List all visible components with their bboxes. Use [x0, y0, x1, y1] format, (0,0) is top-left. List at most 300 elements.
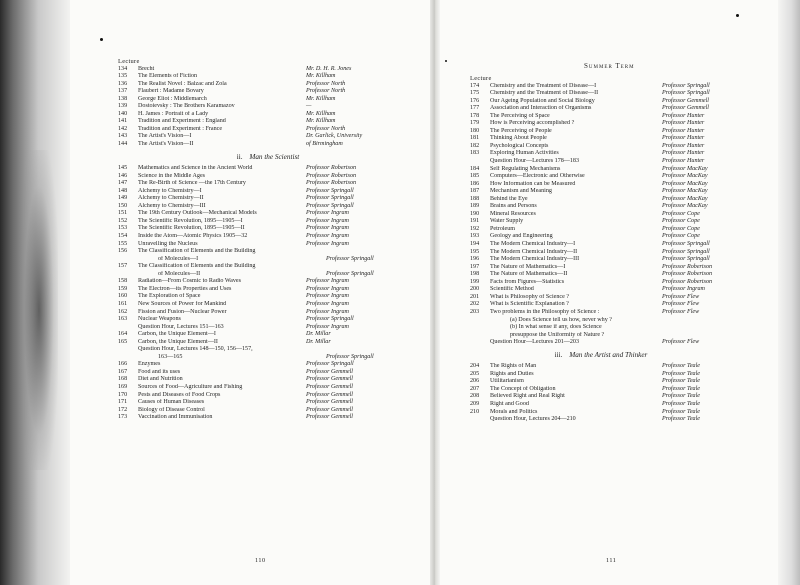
lecture-row — [470, 286, 732, 294]
lecturer-name: Professor MacKay — [662, 203, 708, 210]
lecture-number: 181 — [470, 135, 480, 142]
lecturer-name: Professor Springall — [326, 255, 374, 262]
lecturer-name: Professor Ingram — [306, 285, 349, 292]
lecture-number: 171 — [118, 399, 128, 406]
lecturer-name: Professor Flew — [662, 308, 700, 315]
lecture-number: 150 — [118, 202, 128, 209]
lecturer-name: Professor Teale — [662, 385, 700, 392]
lecturer-name: Professor Springall — [326, 353, 374, 360]
lecturer-name: Professor MacKay — [662, 195, 708, 202]
lecture-number — [470, 324, 490, 332]
lecturer-name: Professor Gemmell — [306, 414, 353, 421]
lecture-title: Diet and Nutrition — [138, 376, 183, 383]
lecture-row — [118, 324, 418, 332]
lecture-number: 166 — [118, 361, 128, 368]
lecture-number — [118, 354, 138, 362]
lecture-title: Nuclear Weapons — [138, 316, 181, 323]
lecture-title: Tradition and Experiment : France — [138, 125, 223, 132]
lecture-number — [470, 317, 490, 325]
lecture-title: Self Regulating Mechanisms — [490, 165, 561, 172]
lecture-title: Scientific Method — [490, 286, 534, 293]
lecture-column-header: Lecture — [470, 75, 492, 82]
lecture-row — [118, 241, 418, 249]
lecture-title: Mineral Resources — [490, 210, 536, 217]
lecture-row — [118, 96, 418, 104]
lecture-row — [470, 188, 732, 196]
lecture-title: The Modern Chemical Industry—I — [490, 241, 576, 248]
lecture-number: 168 — [118, 376, 128, 383]
right-page — [470, 75, 732, 424]
lecturer-name: — — [306, 103, 312, 110]
lecture-title: 163—165 — [158, 353, 183, 360]
lecture-title: How is Perceiving accomplished ? — [490, 120, 575, 127]
lecture-number: 210 — [470, 408, 480, 415]
lecture-row — [470, 339, 732, 347]
lecture-number: 137 — [118, 88, 128, 95]
section-title: Man the Artist and Thinker — [569, 350, 648, 359]
lecturer-name: Professor North — [306, 125, 346, 132]
lecture-title: The Nature of Mathematics—II — [490, 271, 568, 278]
lecture-number: 190 — [470, 210, 480, 217]
lecturer-name: Professor Gemmell — [306, 406, 353, 413]
lecture-title: Right and Good — [490, 400, 529, 407]
lecture-number — [470, 332, 490, 340]
dust-speck — [736, 14, 739, 17]
lecture-title: Radiation—From Cosmic to Radio Waves — [138, 278, 241, 285]
lecture-title: The Artist's Vision—I — [138, 133, 192, 140]
lecture-number: 202 — [470, 301, 480, 308]
lecture-title: The Perceiving of Space — [490, 112, 550, 119]
lecture-row — [118, 88, 418, 96]
lecture-row — [118, 399, 418, 407]
lecturer-name: Professor Hunter — [662, 135, 705, 142]
lecturer-name: Professor Teale — [662, 393, 700, 400]
lecture-column-header: Lecture — [118, 58, 140, 65]
lecturer-name: Professor Gemmell — [306, 383, 353, 390]
lecture-number: 196 — [470, 256, 480, 263]
lecturer-name: Dr. Millar — [306, 331, 331, 338]
term-title: Summer Term — [584, 62, 635, 70]
lecture-number: 179 — [470, 120, 480, 127]
lecturer-name: Professor Springall — [306, 195, 354, 202]
lecturer-name: Professor Hunter — [662, 150, 705, 157]
lecture-number: 140 — [118, 110, 128, 117]
lecture-title: Mathematics and Science in the Ancient World — [138, 165, 253, 172]
lecturer-name: Professor North — [306, 80, 346, 87]
lecture-number: 151 — [118, 210, 128, 217]
lecture-number: 143 — [118, 133, 128, 140]
lecture-title: Geology and Engineering — [490, 233, 553, 240]
lecture-row — [118, 256, 418, 264]
lecturer-name: Professor Robertson — [662, 271, 713, 278]
lecture-number: 135 — [118, 73, 128, 80]
lecture-title: What is Philosophy of Science ? — [490, 293, 570, 300]
lecture-number: 203 — [470, 308, 480, 315]
lecturer-name: Professor Ingram — [306, 210, 349, 217]
lecturer-name: Professor Gemmell — [662, 105, 709, 112]
lecture-title: Carbon, the Unique Element—I — [138, 331, 216, 338]
lecture-title: Alchemy to Chemistry—II — [138, 195, 204, 202]
lecture-number: 162 — [118, 308, 128, 315]
lecture-number: 146 — [118, 172, 128, 179]
lecture-row — [118, 376, 418, 384]
lecture-title: Utilitarianism — [490, 378, 524, 385]
lecture-title: Question Hour, Lectures 151—163 — [138, 323, 224, 330]
lecture-number: 188 — [470, 195, 480, 202]
lecturer-name: Dr. Millar — [306, 338, 331, 345]
lecture-number: 206 — [470, 378, 480, 385]
lecture-row — [118, 173, 418, 181]
lecture-title: New Sources of Power for Mankind — [138, 300, 227, 307]
lecturer-name: Professor Robertson — [662, 263, 713, 270]
lecture-number: 192 — [470, 225, 480, 232]
lecture-row — [118, 133, 418, 141]
lecturer-name: Professor MacKay — [662, 180, 708, 187]
lecturer-name: Professor Springall — [662, 90, 710, 97]
lecture-title: (b) In what sense if any, does Science — [510, 324, 602, 331]
lecturer-name: Professor Cope — [662, 218, 700, 225]
lecture-title: Association and Interaction of Organisms — [490, 105, 592, 112]
lecture-title: Psychological Concepts — [490, 142, 549, 149]
lecturer-name: Professor Ingram — [306, 278, 349, 285]
lecture-row — [470, 105, 732, 113]
lecture-row — [118, 165, 418, 173]
lecturer-name: Professor Springall — [662, 82, 710, 89]
lecture-number: 197 — [470, 263, 480, 270]
lecture-title: of Molecules—II — [158, 270, 201, 277]
lecture-title: The Realist Novel : Balzac and Zola — [138, 80, 227, 87]
lecture-list — [470, 83, 732, 347]
lecture-title: Science in the Middle Ages — [138, 172, 206, 179]
lecture-title: The Scientific Revolution, 1895—1905—II — [138, 225, 245, 232]
lecture-number: 176 — [470, 97, 480, 104]
lecture-number: 177 — [470, 105, 480, 112]
lecture-title: Dostoievsky : The Brothers Karamazov — [138, 103, 235, 110]
lecture-row — [118, 103, 418, 111]
lecture-number: 158 — [118, 278, 128, 285]
lecture-row — [118, 316, 418, 324]
lecture-row — [118, 73, 418, 81]
lecture-title: How Information can be Measured — [490, 180, 576, 187]
lecture-number: 208 — [470, 393, 480, 400]
lecture-row — [118, 263, 418, 271]
section-number: iii. — [554, 350, 563, 359]
lecture-title: Brains and Persons — [490, 203, 537, 210]
lecture-row — [118, 141, 418, 149]
lecture-number: 156 — [118, 248, 128, 255]
lecture-row — [118, 233, 418, 241]
lecture-number — [118, 256, 138, 264]
page-number: 110 — [255, 557, 266, 564]
lecture-number: 178 — [470, 112, 480, 119]
lecturer-name: Professor Robertson — [306, 172, 357, 179]
lecture-title: of Molecules—I — [158, 255, 199, 262]
lecture-title: Water Supply — [490, 218, 524, 225]
lecture-number: 165 — [118, 338, 128, 345]
lecture-row — [118, 384, 418, 392]
lecture-number: 160 — [118, 293, 128, 300]
lecture-row — [118, 188, 418, 196]
lecture-number: 186 — [470, 180, 480, 187]
lecture-row — [470, 416, 732, 424]
lecture-row — [118, 293, 418, 301]
lecture-number: 205 — [470, 370, 480, 377]
lecture-number: 185 — [470, 173, 480, 180]
lecturer-name: Mr. Killham — [306, 73, 336, 80]
lecture-title: The Nature of Mathematics—I — [490, 263, 566, 270]
lecture-row — [470, 166, 732, 174]
lecturer-name: Professor Teale — [662, 378, 700, 385]
lecture-number: 159 — [118, 285, 128, 292]
lecture-row — [118, 331, 418, 339]
lecture-title: The 19th Century Outlook—Mechanical Models — [138, 210, 257, 217]
lecture-title: Pests and Diseases of Food Crops — [138, 391, 221, 398]
lecture-title: Unravelling the Nucleus — [138, 240, 198, 247]
lecture-number: 141 — [118, 118, 128, 125]
lecture-title: What is Scientific Explanation ? — [490, 301, 569, 308]
lecture-number — [470, 416, 490, 424]
lecturer-name: Professor Ingram — [306, 225, 349, 232]
lecturer-name: Professor Springall — [306, 202, 354, 209]
lecturer-name: Professor Flew — [662, 301, 700, 308]
lecturer-name: Professor Hunter — [662, 112, 705, 119]
lecture-title: presuppose the Uniformity of Nature ? — [510, 331, 605, 338]
lecture-title: The Artist's Vision—II — [138, 141, 194, 148]
section-heading — [118, 154, 418, 162]
lecture-number: 198 — [470, 271, 480, 278]
lecture-title: Alchemy to Chemistry—III — [138, 202, 206, 209]
book-fold — [430, 0, 440, 585]
lecture-title: Causes of Human Diseases — [138, 399, 205, 406]
lecture-number — [470, 158, 490, 166]
lecture-row — [470, 301, 732, 309]
lecture-row — [470, 218, 732, 226]
lecturer-name: Professor Hunter — [662, 142, 705, 149]
lecture-row — [118, 271, 418, 279]
lecture-title: The Classification of Elements and the Building — [138, 263, 256, 270]
lecture-row — [118, 218, 418, 226]
lecture-row — [118, 66, 418, 74]
lecturer-name: Mr. Killham — [306, 110, 336, 117]
lecture-title: Enzymes — [138, 361, 161, 368]
lecturer-name: Professor Ingram — [306, 217, 349, 224]
lecture-title: Mechanism and Meaning — [490, 188, 552, 195]
lecture-title: (a) Does Science tell us how, never why ? — [510, 316, 612, 323]
lecture-number: 172 — [118, 406, 128, 413]
lecture-number: 204 — [470, 363, 480, 370]
lecture-number: 155 — [118, 240, 128, 247]
lecture-number: 157 — [118, 263, 128, 270]
lecture-title: The Modern Chemical Industry—II — [490, 248, 578, 255]
lecture-row — [470, 378, 732, 386]
lecture-number: 152 — [118, 217, 128, 224]
lecture-title: Question Hour—Lectures 201—203 — [490, 339, 580, 346]
lecture-number: 175 — [470, 90, 480, 97]
lecturer-name: Professor MacKay — [662, 173, 708, 180]
lecture-row — [470, 393, 732, 401]
lecturer-name: Professor Teale — [662, 416, 700, 423]
lecture-number: 154 — [118, 233, 128, 240]
lecture-title: The Perceiving of People — [490, 127, 552, 134]
lecture-number: 167 — [118, 368, 128, 375]
lecture-number: 148 — [118, 187, 128, 194]
lecture-list — [118, 66, 418, 149]
lecture-row — [118, 301, 418, 309]
lecture-title: Carbon, the Unique Element—II — [138, 338, 218, 345]
lecturer-name: Professor Gemmell — [662, 97, 709, 104]
lecture-title: Chemistry and the Treatment of Disease—II — [490, 90, 599, 97]
lecture-title: The Re-Birth of Science —the 17th Century — [138, 180, 246, 187]
lecture-title: The Modern Chemical Industry—III — [490, 256, 580, 263]
lecturer-name: Professor Robertson — [306, 180, 357, 187]
lecture-title: The Rights of Man — [490, 363, 537, 370]
lecture-row — [470, 233, 732, 241]
lecturer-name: Professor Ingram — [306, 300, 349, 307]
lecture-title: Petroleum — [490, 225, 516, 232]
lecture-number: 180 — [470, 127, 480, 134]
lecturer-name: Professor Cope — [662, 210, 700, 217]
lecture-number — [118, 271, 138, 279]
lecture-row — [118, 180, 418, 188]
lecturer-name: Professor Gemmell — [306, 376, 353, 383]
lecture-title: Exploring Human Activities — [490, 150, 559, 157]
lecture-row — [118, 195, 418, 203]
lecture-number — [470, 339, 490, 347]
lecture-row — [470, 83, 732, 91]
lecture-title: Believed Right and Real Right — [490, 393, 565, 400]
lecture-title: Inside the Atom—Atomic Physics 1905—32 — [138, 233, 248, 240]
lecture-title: Alchemy to Chemistry—I — [138, 187, 202, 194]
lecturer-name: Professor North — [306, 88, 346, 95]
lecture-title: The Electron—its Properties and Uses — [138, 285, 232, 292]
lecture-number: 144 — [118, 141, 128, 148]
lecture-number — [118, 324, 138, 332]
lecture-row — [470, 256, 732, 264]
lecture-row — [470, 332, 732, 340]
lecture-title: Vaccination and Immunisation — [138, 414, 213, 421]
lecture-title: Flaubert : Madame Bovary — [138, 88, 204, 95]
lecture-number: 136 — [118, 80, 128, 87]
left-page — [118, 58, 418, 422]
lecture-number: 138 — [118, 95, 128, 102]
lecture-number: 174 — [470, 82, 480, 89]
lecture-row — [118, 414, 418, 422]
lecture-row — [118, 361, 418, 369]
lecture-row — [118, 126, 418, 134]
scan-shadow — [0, 0, 70, 585]
lecture-row — [118, 278, 418, 286]
lecture-row — [118, 203, 418, 211]
lecturer-name: Professor Springall — [662, 248, 710, 255]
lecture-number: 183 — [470, 150, 480, 157]
lecture-title: Fission and Fusion—Nuclear Power — [138, 308, 227, 315]
lecturer-name: Professor Ingram — [662, 286, 705, 293]
lecture-title: Thinking About People — [490, 135, 547, 142]
lecture-number: 161 — [118, 300, 128, 307]
lecture-row — [118, 286, 418, 294]
lecture-title: George Eliot : Middlemarch — [138, 95, 207, 102]
lecture-title: The Concept of Obligation — [490, 385, 556, 392]
lecture-number: 134 — [118, 65, 128, 72]
lecturer-name: Professor Ingram — [306, 308, 349, 315]
lecturer-name: Professor Ingram — [306, 240, 349, 247]
lecture-row — [118, 111, 418, 119]
lecture-title: Chemistry and the Treatment of Disease—I — [490, 82, 597, 89]
lecture-number: 194 — [470, 241, 480, 248]
lecture-number: 173 — [118, 414, 128, 421]
lecturer-name: Mr. Killham — [306, 118, 336, 125]
lecture-number: 147 — [118, 180, 128, 187]
lecture-title: Tradition and Experiment : England — [138, 118, 226, 125]
lecture-title: Computers—Electronic and Otherwise — [490, 173, 585, 180]
lecture-row — [470, 241, 732, 249]
lecturer-name: Professor Teale — [662, 408, 700, 415]
lecturer-name: Professor Gemmell — [306, 391, 353, 398]
lecture-number: 153 — [118, 225, 128, 232]
page-edge — [778, 0, 800, 585]
lecture-number — [118, 346, 138, 354]
lecture-row — [470, 203, 732, 211]
lecture-row — [470, 135, 732, 143]
lecture-row — [470, 173, 732, 181]
lecture-row — [470, 309, 732, 317]
lecture-title: Biology of Disease Control — [138, 406, 205, 413]
lecturer-name: Mr. Killham — [306, 95, 336, 102]
lecture-number: 191 — [470, 218, 480, 225]
lecture-row — [118, 81, 418, 89]
lecture-title: H. James : Portrait of a Lady — [138, 110, 209, 117]
lecture-row — [470, 317, 732, 325]
lecturer-name: of Birmingham — [306, 141, 343, 148]
lecturer-name: Professor MacKay — [662, 165, 708, 172]
lecture-number: 163 — [118, 316, 128, 323]
dust-speck — [445, 60, 447, 62]
lecturer-name: Professor Springall — [306, 187, 354, 194]
lecture-list — [470, 363, 732, 423]
lecturer-name: Professor Springall — [306, 361, 354, 368]
lecturer-name: Professor Gemmell — [306, 368, 353, 375]
lecture-title: The Scientific Revolution, 1895—1905—I — [138, 217, 243, 224]
lecture-list — [118, 165, 418, 422]
lecture-row — [470, 401, 732, 409]
lecturer-name: Professor Flew — [662, 293, 700, 300]
lecturer-name: Professor Ingram — [306, 323, 349, 330]
lecture-title: Morals and Politics — [490, 408, 538, 415]
lecture-title: Behind the Eye — [490, 195, 528, 202]
lecture-row — [118, 225, 418, 233]
lecture-row — [470, 324, 732, 332]
lecturer-name: Professor Robertson — [662, 278, 713, 285]
page-number: 111 — [606, 557, 617, 564]
lecture-title: Our Ageing Population and Social Biology — [490, 97, 595, 104]
lecturer-name: Professor Cope — [662, 233, 700, 240]
lecturer-name: Professor Springall — [326, 270, 374, 277]
lecture-title: The Classification of Elements and the Building — [138, 248, 256, 255]
lecture-row — [470, 249, 732, 257]
lecturer-name: Professor Teale — [662, 400, 700, 407]
lecture-number: 164 — [118, 331, 128, 338]
lecture-number: 149 — [118, 195, 128, 202]
lecture-number: 209 — [470, 400, 480, 407]
lecture-title: Sources of Food—Agriculture and Fishing — [138, 383, 243, 390]
dust-speck — [100, 38, 103, 41]
lecture-number: 139 — [118, 103, 128, 110]
lecture-title: Question Hour, Lectures 148—150, 156—157, — [138, 346, 253, 353]
lecture-title: Question Hour—Lectures 178—183 — [490, 158, 580, 165]
lecture-title: Brecht — [138, 65, 155, 72]
lecturer-name: Professor MacKay — [662, 188, 708, 195]
lecture-row — [118, 407, 418, 415]
